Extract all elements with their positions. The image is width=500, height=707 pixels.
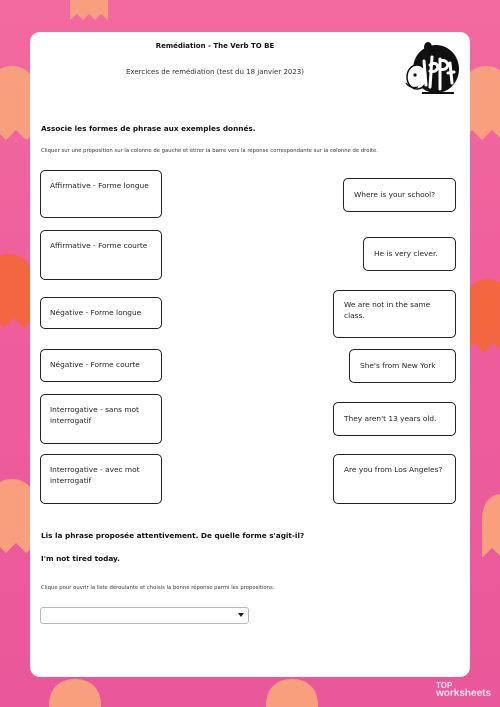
right-item-los-angeles[interactable]: Are you from Los Angeles?	[333, 454, 456, 504]
exercise2-sentence: I'm not tired today.	[41, 554, 120, 563]
ghost-decoration-icon	[480, 490, 500, 560]
ghost-decoration-icon	[262, 675, 322, 707]
hippo-logo-icon	[402, 39, 464, 101]
right-item-same-class[interactable]: We are not in the same class.	[333, 290, 456, 338]
left-item-interrogative-no-wh[interactable]: Interrogative - sans mot interrogatif	[40, 394, 162, 444]
page-subtitle: Exercices de remédiation (test du 18 janvier 2023)	[126, 68, 304, 76]
left-item-negative-long[interactable]: Négative - Forme longue	[40, 297, 162, 329]
worksheet-card	[30, 32, 470, 677]
watermark-line1: TOP	[436, 681, 453, 690]
right-item-new-york[interactable]: She's from New York	[349, 349, 456, 383]
answer-dropdown[interactable]	[40, 607, 249, 624]
left-item-negative-short[interactable]: Négative - Forme courte	[40, 349, 162, 382]
ghost-decoration-icon	[45, 675, 105, 707]
exercise2-instruction: Clique pour ouvrir la liste déroulante et choisis la bonne réponse parmi les propositions.	[41, 585, 275, 591]
page-title: Remédiation - The Verb TO BE	[155, 42, 275, 50]
exercise2-heading: Lis la phrase proposée attentivement. De quelle forme s'agit-il?	[41, 531, 305, 540]
watermark-line2: worksheets	[436, 687, 492, 699]
watermark	[436, 683, 491, 698]
left-item-interrogative-wh[interactable]: Interrogative - avec mot interrogatif	[40, 454, 162, 504]
exercise1-heading: Associe les formes de phrase aux exemples donnés.	[41, 124, 256, 133]
right-item-thirteen-years[interactable]: They aren't 13 years old.	[333, 402, 456, 436]
right-item-where-school[interactable]: Where is your school?	[343, 178, 456, 212]
left-item-affirmative-short[interactable]: Affirmative - Forme courte	[40, 230, 162, 280]
left-item-affirmative-long[interactable]: Affirmative - Forme longue	[40, 170, 162, 218]
exercise1-instruction: Cliquer sur une proposition sur la colonne de gauche et étirer la barre vers la réponse correspondante sur la colonne de droite.	[41, 148, 378, 154]
ghost-decoration-icon	[68, 0, 110, 24]
right-item-very-clever[interactable]: He is very clever.	[363, 237, 456, 271]
chevron-down-icon[interactable]	[238, 613, 244, 617]
